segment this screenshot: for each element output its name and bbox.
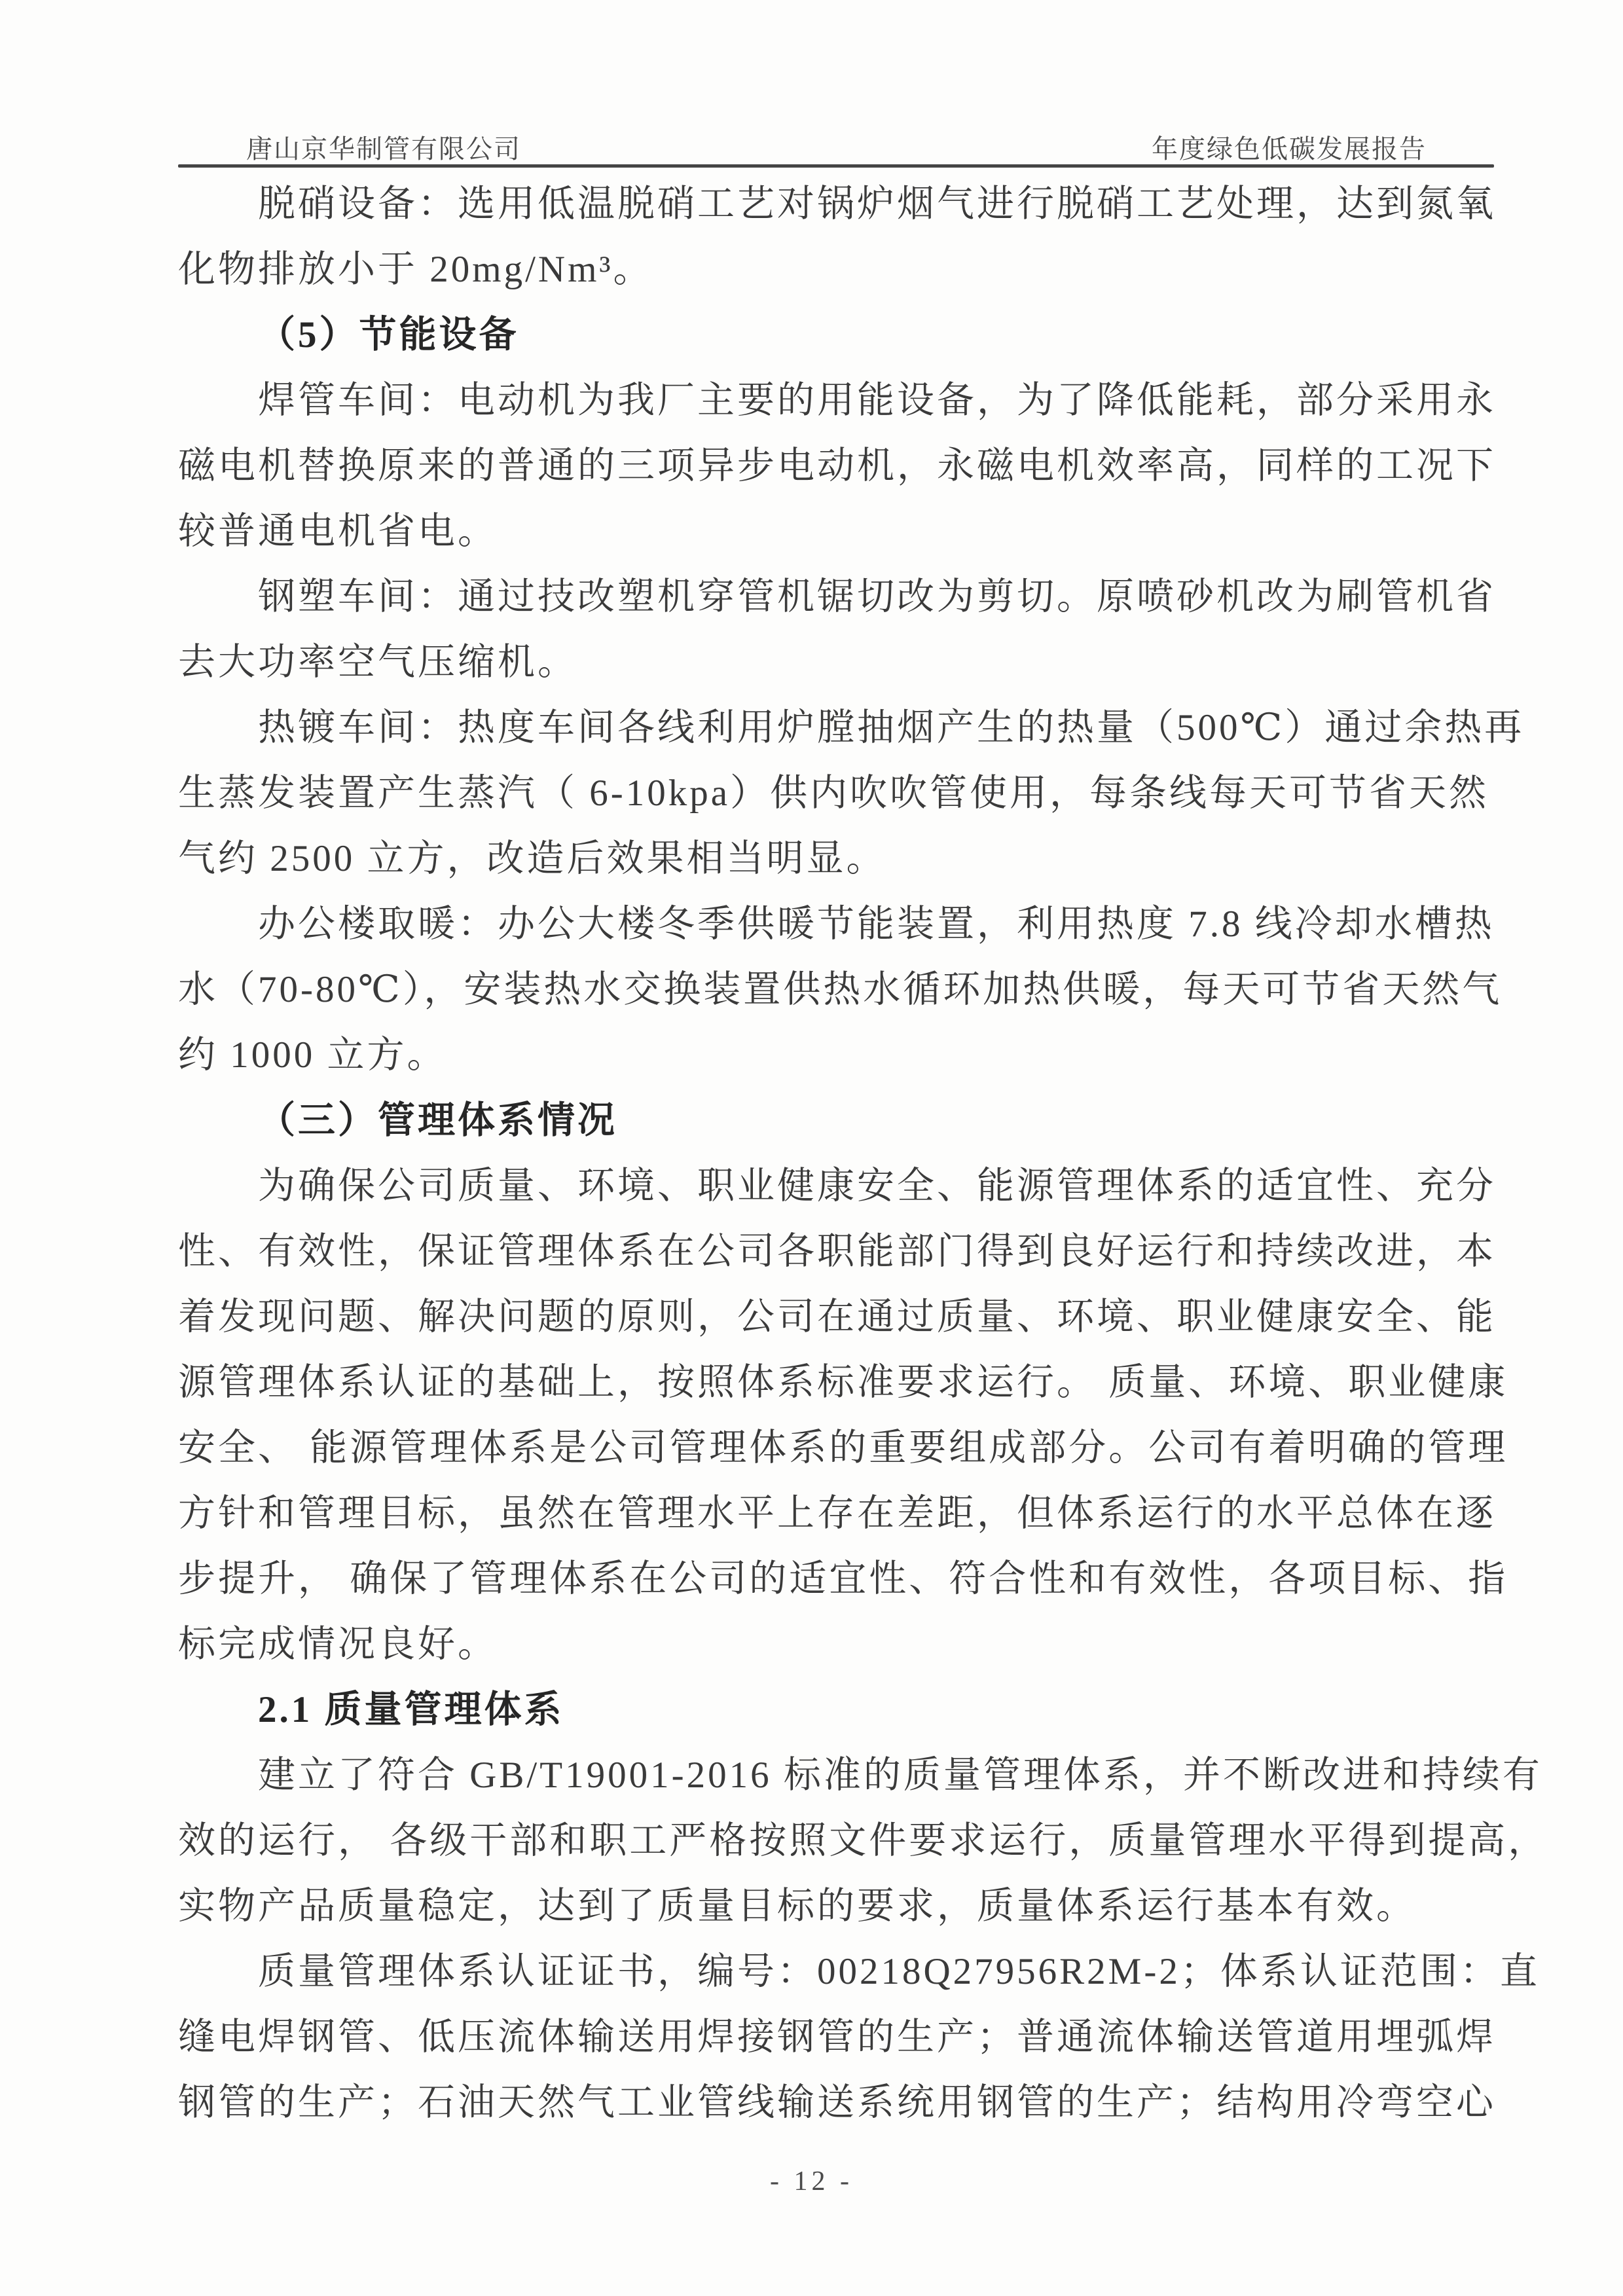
text-line: 钢塑车间：通过技改塑机穿管机锯切改为剪切。原喷砂机改为刷管机省 [258,576,1496,617]
text-line: 气约 2500 立方，改造后效果相当明显。 [178,838,886,879]
text-line: 去大功率空气压缩机。 [178,642,577,683]
text-line: 水（70-80℃），安装热水交换装置供热水循环加热供暖，每天可节省天然气 [178,969,1503,1010]
text-line: 性、有效性，保证管理体系在公司各职能部门得到良好运行和持续改进，本 [178,1231,1496,1272]
header-rule [178,164,1494,168]
text-line: 磁电机替换原来的普通的三项异步电动机，永磁电机效率高，同样的工况下 [178,445,1496,486]
text-line: 步提升， 确保了管理体系在公司的适宜性、符合性和有效性，各项目标、指 [178,1558,1508,1599]
text-line: 方针和管理目标，虽然在管理水平上存在差距，但体系运行的水平总体在逐 [178,1493,1496,1534]
header-report-title: 年度绿色低碳发展报告 [1152,134,1427,164]
text-line: 效的运行， 各级干部和职工严格按照文件要求运行，质量管理水平得到提高， [178,1820,1548,1861]
text-line: 办公楼取暖：办公大楼冬季供暖节能装置，利用热度 7.8 线冷却水槽热 [258,903,1495,945]
text-line: 热镀车间：热度车间各线利用炉膛抽烟产生的热量（500℃）通过余热再 [258,707,1525,748]
text-line: 为确保公司质量、环境、职业健康安全、能源管理体系的适宜性、充分 [258,1165,1496,1207]
text-line: 源管理体系认证的基础上，按照体系标准要求运行。 质量、环境、职业健康 [178,1362,1508,1403]
text-line: 生蒸发装置产生蒸汽（ 6-10kpa）供内吹吹管使用，每条线每天可节省天然 [178,773,1489,814]
section-heading: （5）节能设备 [258,314,519,355]
section-heading: 2.1 质量管理体系 [258,1689,564,1730]
text-line: 安全、 能源管理体系是公司管理体系的重要组成部分。公司有着明确的管理 [178,1427,1508,1468]
text-line: 化物排放小于 20mg/Nm³。 [178,249,653,290]
text-line: 着发现问题、解决问题的原则，公司在通过质量、环境、职业健康安全、能 [178,1296,1496,1338]
text-line: 标完成情况良好。 [178,1624,498,1665]
text-line: 质量管理体系认证证书，编号：00218Q27956R2M-2；体系认证范围：直 [258,1951,1540,1992]
text-line: 钢管的生产；石油天然气工业管线输送系统用钢管的生产；结构用冷弯空心 [178,2082,1496,2123]
text-line: 较普通电机省电。 [178,511,498,552]
body-text [178,172,1548,2136]
text-line: 脱硝设备：选用低温脱硝工艺对锅炉烟气进行脱硝工艺处理，达到氮氧 [258,183,1496,225]
header-company-name: 唐山京华制管有限公司 [246,134,521,164]
text-line: 建立了符合 GB/T19001-2016 标准的质量管理体系，并不断改进和持续有 [258,1755,1542,1796]
section-heading: （三）管理体系情况 [258,1100,617,1141]
text-line: 焊管车间：电动机为我厂主要的用能设备，为了降低能耗，部分采用永 [258,380,1496,421]
page-number: - 12 - [770,2166,853,2196]
text-line: 实物产品质量稳定，达到了质量目标的要求，质量体系运行基本有效。 [178,1886,1416,1927]
text-line: 缝电焊钢管、低压流体输送用焊接钢管的生产；普通流体输送管道用埋弧焊 [178,2016,1496,2058]
text-line: 约 1000 立方。 [178,1034,447,1076]
